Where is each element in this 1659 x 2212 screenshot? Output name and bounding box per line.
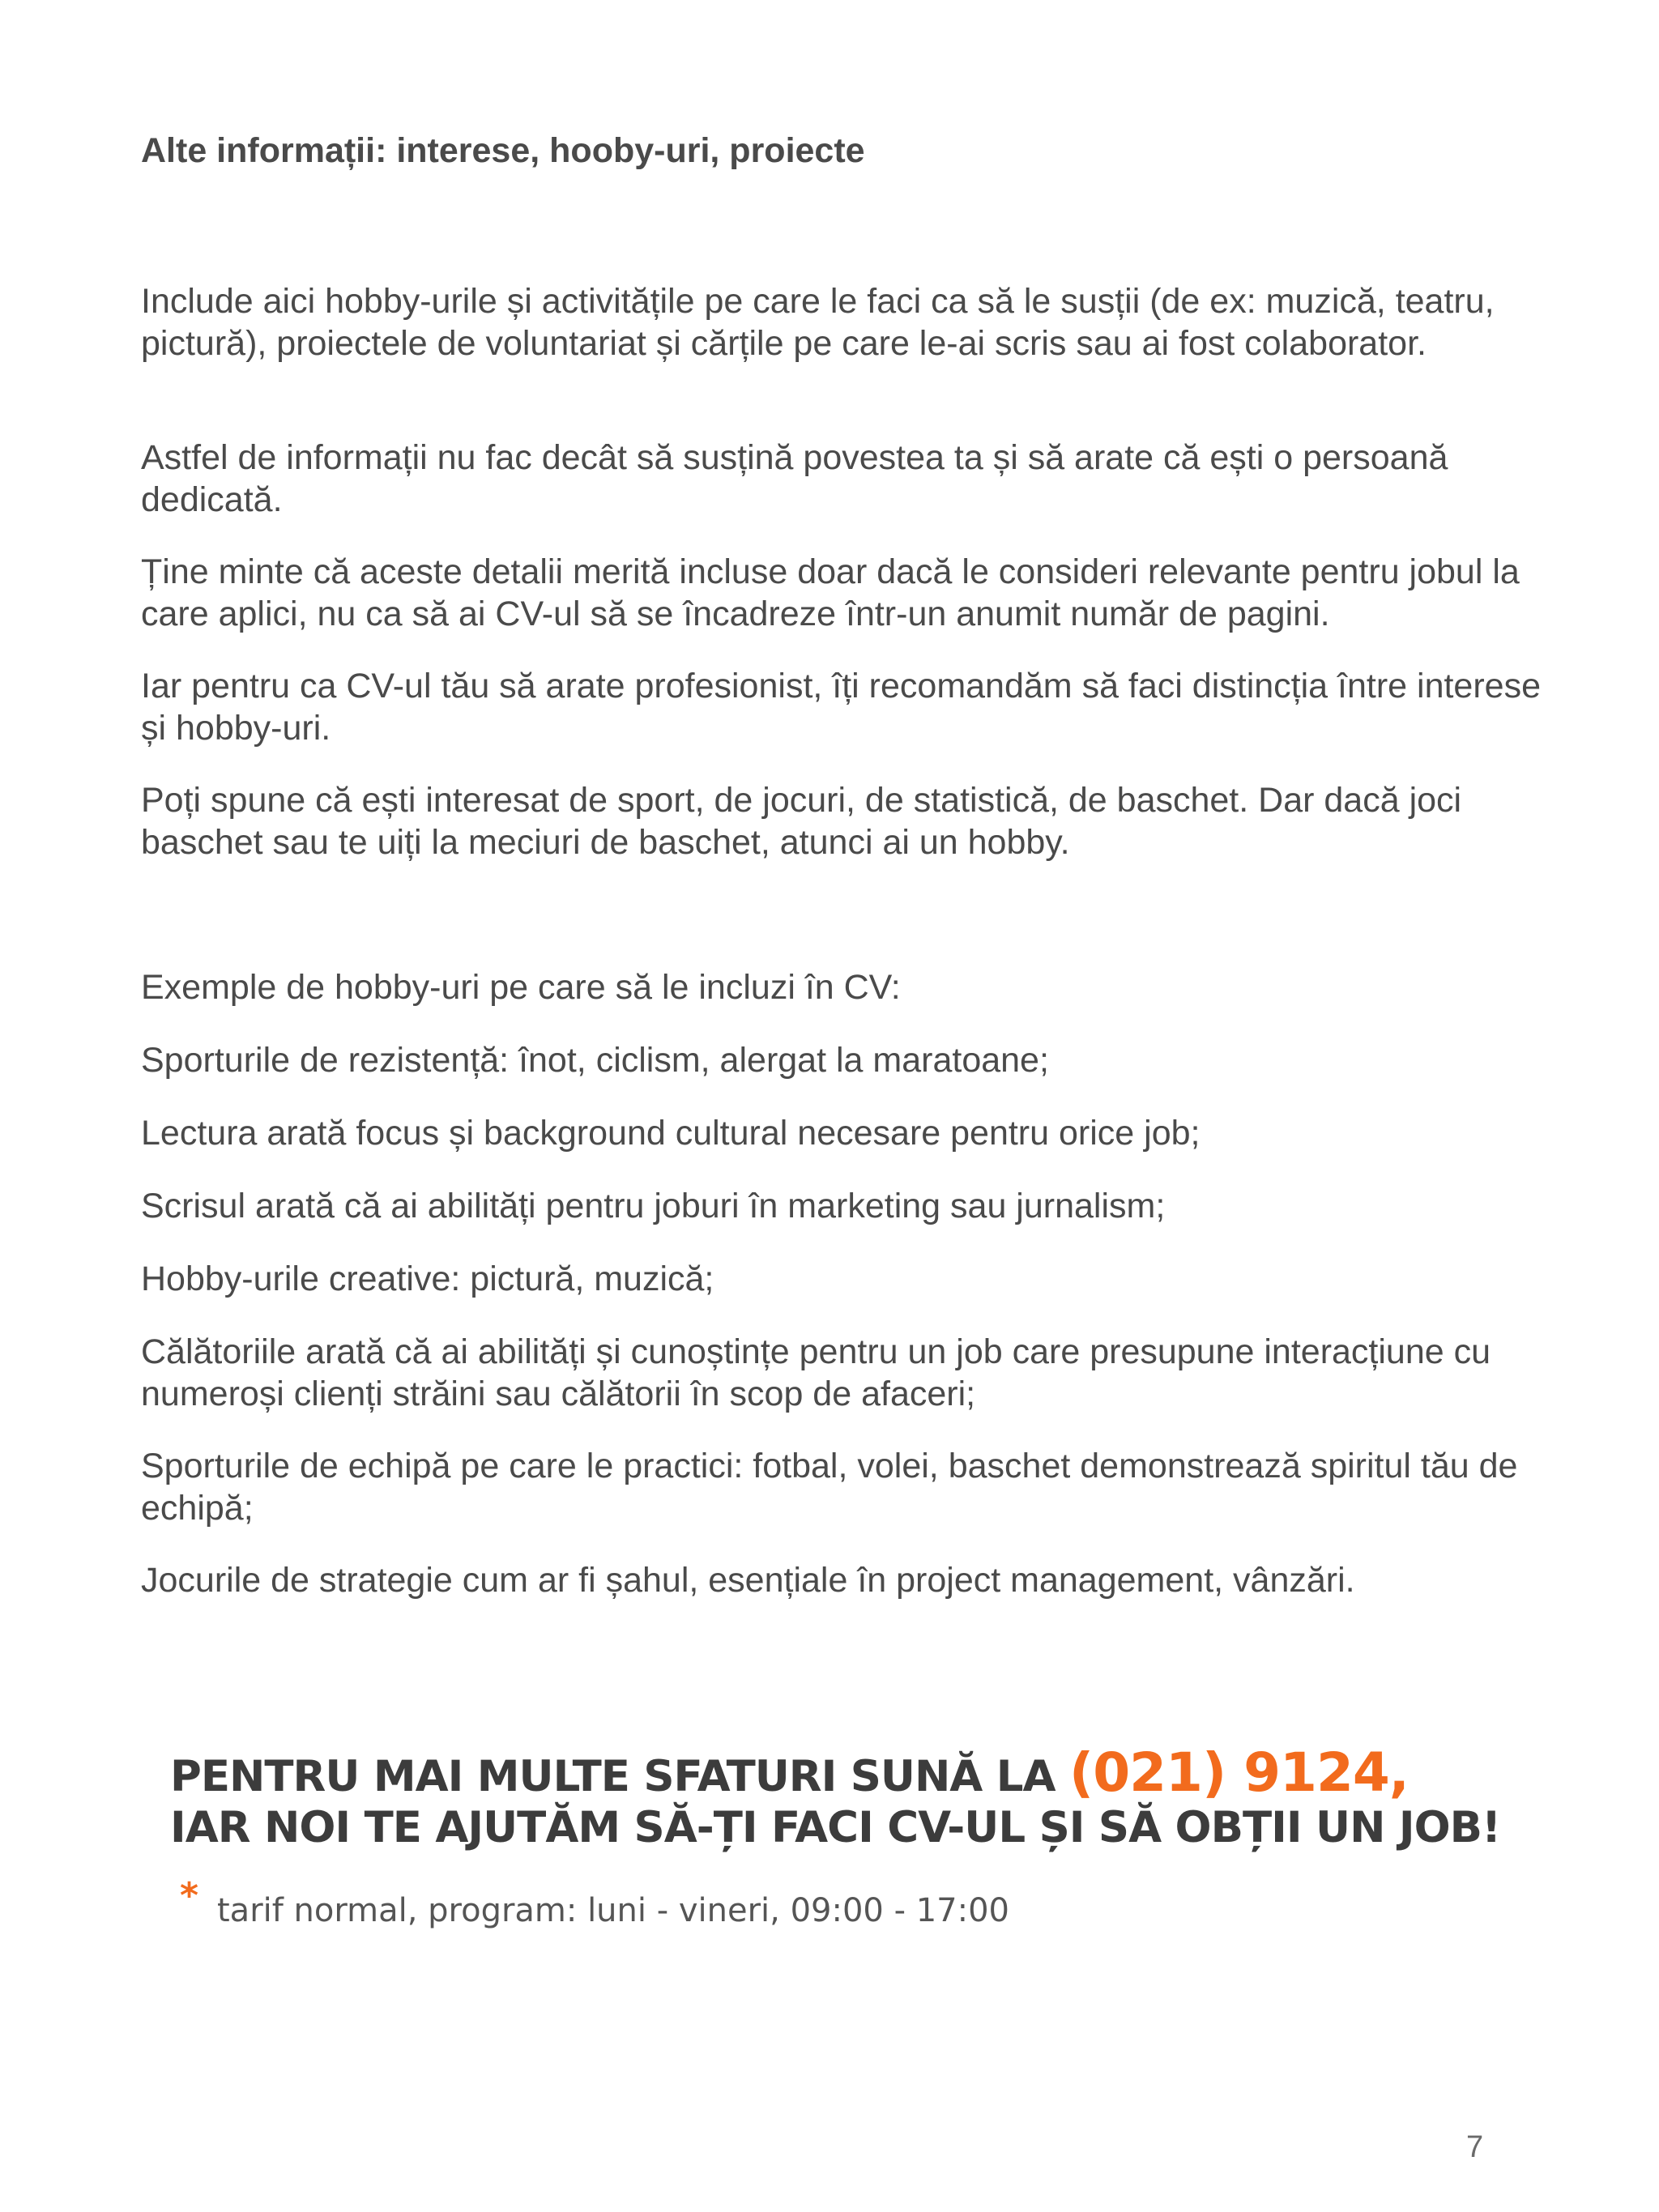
paragraph-intro-5: Poți spune că ești interesat de sport, de jocuri, de statistică, de baschet. Dar dacă joci baschet sau te uiți la meciuri de baschet, atunci ai un hobby. <box>141 781 1462 862</box>
cta-phone-number: (021) 9124, <box>1069 1741 1409 1804</box>
paragraph-intro-4: Iar pentru ca CV-ul tău să arate profesionist, îți recomandăm să faci distincția între interese și hobby-uri. <box>141 667 1541 748</box>
example-item-5: Călătoriile arată că ai abilități și cunoștințe pentru un job care presupune interacțiune cu numeroși clienți străini sau călătorii în scop de afaceri; <box>141 1332 1491 1413</box>
cta-line-1 <box>170 1741 1409 1804</box>
page-number: 7 <box>1466 2130 1484 2164</box>
paragraph-intro-1: Include aici hobby-urile și activitățile pe care le faci ca să le susții (de ex: muzică, teatru, pictură), proiectele de voluntariat și cărțile pe care le-ai scris sau ai fost colaborator. <box>141 282 1495 363</box>
section-heading: Alte informații: interese, hooby-uri, proiecte <box>141 131 865 170</box>
example-item-7: Jocurile de strategie cum ar fi șahul, esențiale în project management, vânzări. <box>141 1561 1355 1600</box>
example-item-2: Lectura arată focus și background cultural necesare pentru orice job; <box>141 1114 1201 1153</box>
example-item-3: Scrisul arată că ai abilități pentru joburi în marketing sau jurnalism; <box>141 1187 1166 1225</box>
tariff-note: tarif normal, program: luni - vineri, 09:00 - 17:00 <box>217 1892 1010 1929</box>
paragraph-intro-3: Ține minte că aceste detalii merită incluse doar dacă le consideri relevante pentru jobul la care aplici, nu ca să ai CV-ul să se încadreze într-un anumit număr de pagini. <box>141 552 1520 633</box>
cta-line-1-text: PENTRU MAI MULTE SFATURI SUNĂ LA <box>170 1752 1070 1801</box>
examples-intro: Exemple de hobby-uri pe care să le incluzi în CV: <box>141 968 901 1007</box>
example-item-1: Sporturile de rezistență: înot, ciclism, alergat la maratoane; <box>141 1041 1049 1080</box>
call-to-action-banner <box>170 1741 1563 1960</box>
paragraph-intro-2: Astfel de informații nu fac decât să susțină povestea ta și să arate că ești o persoană dedicată. <box>141 438 1448 519</box>
asterisk-icon: * <box>180 1875 199 1916</box>
example-item-4: Hobby-urile creative: pictură, muzică; <box>141 1259 714 1298</box>
cta-line-2: IAR NOI TE AJUTĂM SĂ-ȚI FACI CV-UL ȘI SĂ OBȚII UN JOB! <box>170 1803 1501 1852</box>
example-item-6: Sporturile de echipă pe care le practici: fotbal, volei, baschet demonstrează spiritul tău de echipă; <box>141 1447 1518 1528</box>
